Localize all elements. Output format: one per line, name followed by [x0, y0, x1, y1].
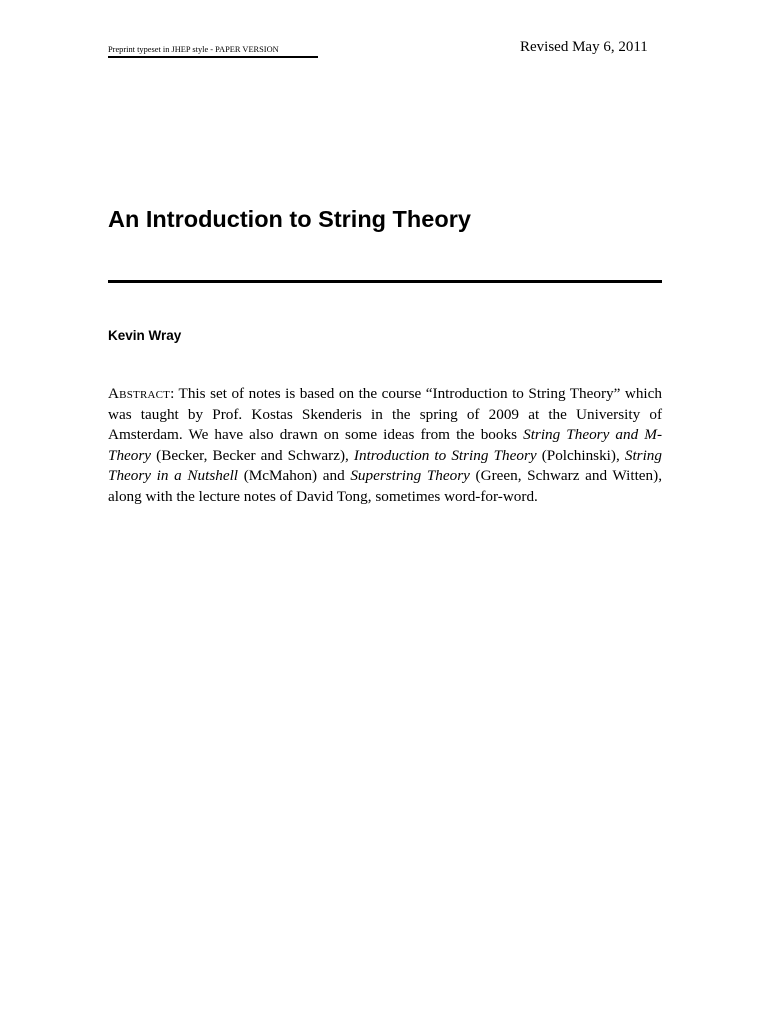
book-title-gsw: Superstring Theory [350, 467, 470, 485]
revision-date: Revised May 6, 2011 [520, 39, 648, 55]
abstract-text-4: (McMahon) and [238, 467, 351, 485]
preprint-notice: Preprint typeset in JHEP style - PAPER VERSION [108, 45, 279, 54]
abstract-paragraph [108, 384, 662, 508]
book-title-mcmahon: String Theory in a Nutshell [108, 446, 662, 485]
book-title-polchinski: Introduction to String Theory [353, 446, 537, 464]
paper-title: An Introduction to String Theory [108, 206, 471, 232]
abstract-text-1: This set of notes is based on the course “Introduction to String Theory” which was taught by Prof. Kostas Skenderis in the spring of 2009 at the University of Amsterdam. We have also drawn on some ideas from the books [108, 385, 662, 444]
book-title-becker: String Theory and M-Theory [108, 426, 662, 464]
abstract-text-5: (Green, Schwarz and Witten), along with the lecture notes of David Tong, sometimes word-for-word. [108, 467, 662, 505]
abstract-label: Abstract [108, 385, 171, 402]
title-rule [108, 280, 662, 283]
abstract-text-2: (Becker, Becker and Schwarz), [151, 446, 354, 464]
abstract-colon: : [170, 385, 175, 402]
author-name: Kevin Wray [108, 328, 182, 343]
abstract-text-3: (Polchinski), [536, 446, 625, 464]
preprint-underline [108, 56, 318, 58]
